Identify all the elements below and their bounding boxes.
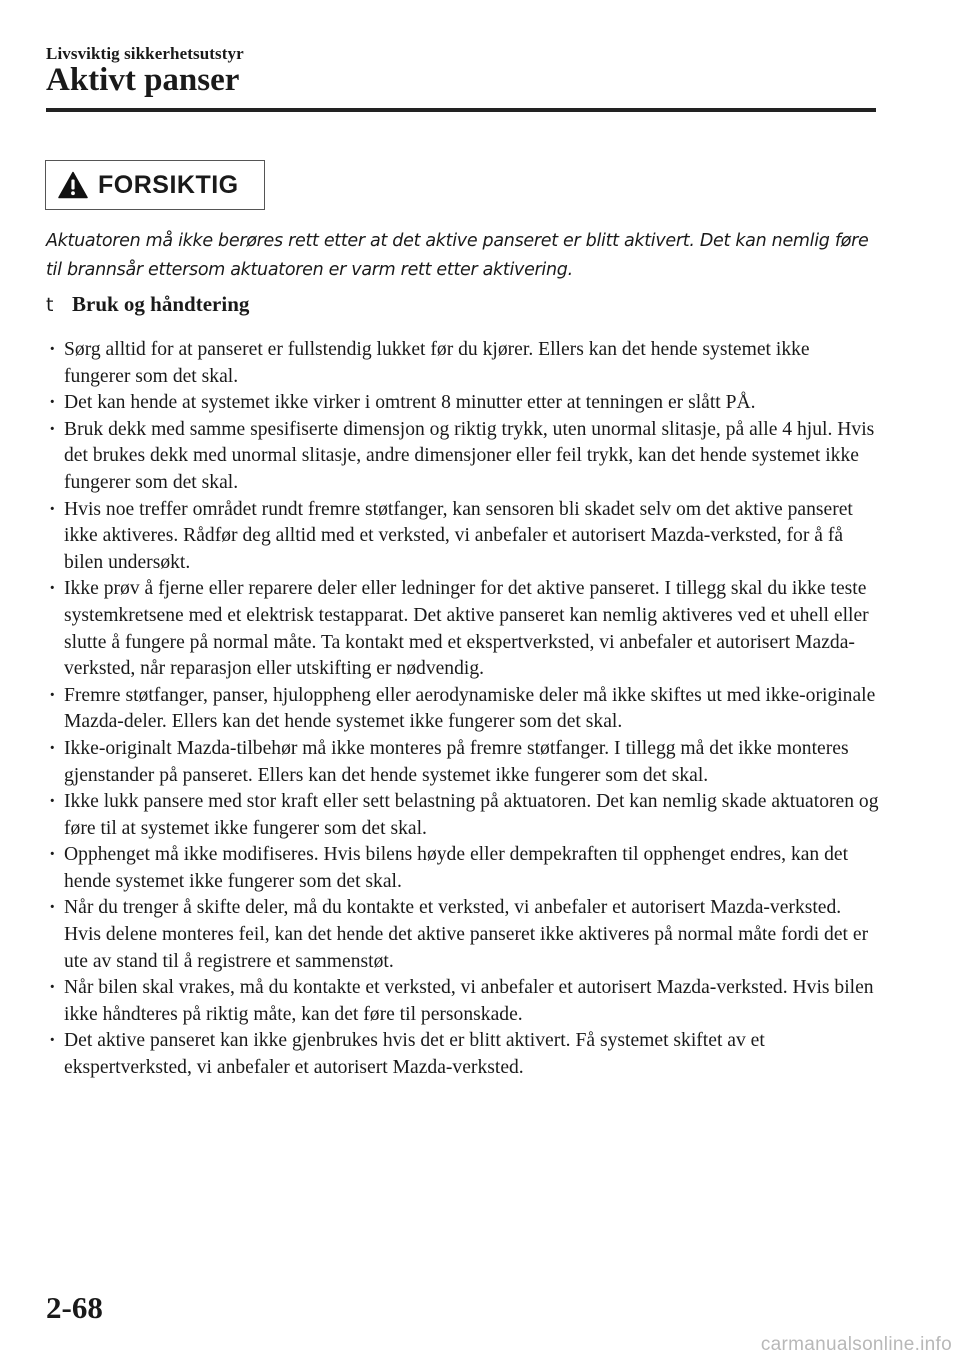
list-item: · Hvis noe treffer området rundt fremre støtfanger, kan sensoren bli skadet selv om det aktive panseret ikke aktiveres. Rådfør deg alltid med et verksted, vi anbefaler et autorisert Mazda-verksted, for å få bilen undersøkt. [46,497,880,577]
subheading-text: Bruk og håndtering [72,292,250,316]
title-rule [46,108,876,112]
list-item: · Ikke lukk pansere med stor kraft eller sett belastning på aktuatoren. Det kan nemlig skade aktuatoren og føre til at systemet ikke fungerer som det skal. [46,789,880,842]
list-item: · Det kan hende at systemet ikke virker i omtrent 8 minutter etter at tenningen er slått PÅ. [46,390,880,417]
bullet-list [46,337,880,1082]
list-item: · Sørg alltid for at panseret er fullstendig lukket før du kjører. Ellers kan det hende systemet ikke fungerer som det skal. [46,337,880,390]
list-item: · Det aktive panseret kan ikke gjenbrukes hvis det er blitt aktivert. Få systemet skiftet av et ekspertverksted, vi anbefaler et autorisert Mazda-verksted. [46,1028,880,1081]
page-title: Aktivt panser [46,62,240,98]
caution-label: FORSIKTIG [98,170,239,199]
list-item: · Fremre støtfanger, panser, hjuloppheng eller aerodynamiske deler må ikke skiftes ut med ikke-originale Mazda-deler. Ellers kan det hende systemet ikke fungerer som det skal. [46,683,880,736]
list-item: · Opphenget må ikke modifiseres. Hvis bilens høyde eller dempekraften til opphenget endres, kan det hende systemet ikke fungerer som det skal. [46,842,880,895]
list-item: · Ikke-originalt Mazda-tilbehør må ikke monteres på fremre støtfanger. I tillegg må det ikke monteres gjenstander på panseret. Ellers kan det hende systemet ikke fungerer som det skal. [46,736,880,789]
subheading-marker: t [46,294,54,316]
list-item: · Ikke prøv å fjerne eller reparere deler eller ledninger for det aktive panseret. I tillegg skal du ikke teste systemkretsene med et elektrisk testapparat. Det aktive panseret kan nemlig aktiveres ved et uhell eller slutte å fungere på normal måte. Ta kontakt med et ekspertverksted, vi anbefaler et autorisert Mazda-verksted, når reparasjon eller utskifting er nødvendig. [46,576,880,682]
caution-box [45,160,265,210]
list-item: · Når du trenger å skifte deler, må du kontakte et verksted, vi anbefaler et autorisert Mazda-verksted. Hvis delene monteres feil, kan det hende det aktive panseret ikke aktiveres på normal måte fordi det er ute av stand til å registrere et sammenstøt. [46,895,880,975]
list-item: · Bruk dekk med samme spesifiserte dimensjon og riktig trykk, uten unormal slitasje, på alle 4 hjul. Hvis det brukes dekk med unormal slitasje, andre dimensjoner eller feil trykk, kan det hende systemet ikke fungerer som det skal. [46,417,880,497]
watermark: carmanualsonline.info [760,1334,952,1355]
caution-text: Aktuatoren må ikke berøres rett etter at det aktive panseret er blitt aktivert. Det kan nemlig føre til brannsår ettersom aktuatoren er varm rett etter aktivering. [46,231,869,280]
page-number: 2-68 [46,1290,103,1325]
subheading [46,292,249,317]
warning-triangle-icon [58,171,88,199]
list-item: · Når bilen skal vrakes, må du kontakte et verksted, vi anbefaler et autorisert Mazda-verksted. Hvis bilen ikke håndteres på riktig måte, kan det føre til personskade. [46,975,880,1028]
section-label: Livsviktig sikkerhetsutstyr [46,44,244,63]
